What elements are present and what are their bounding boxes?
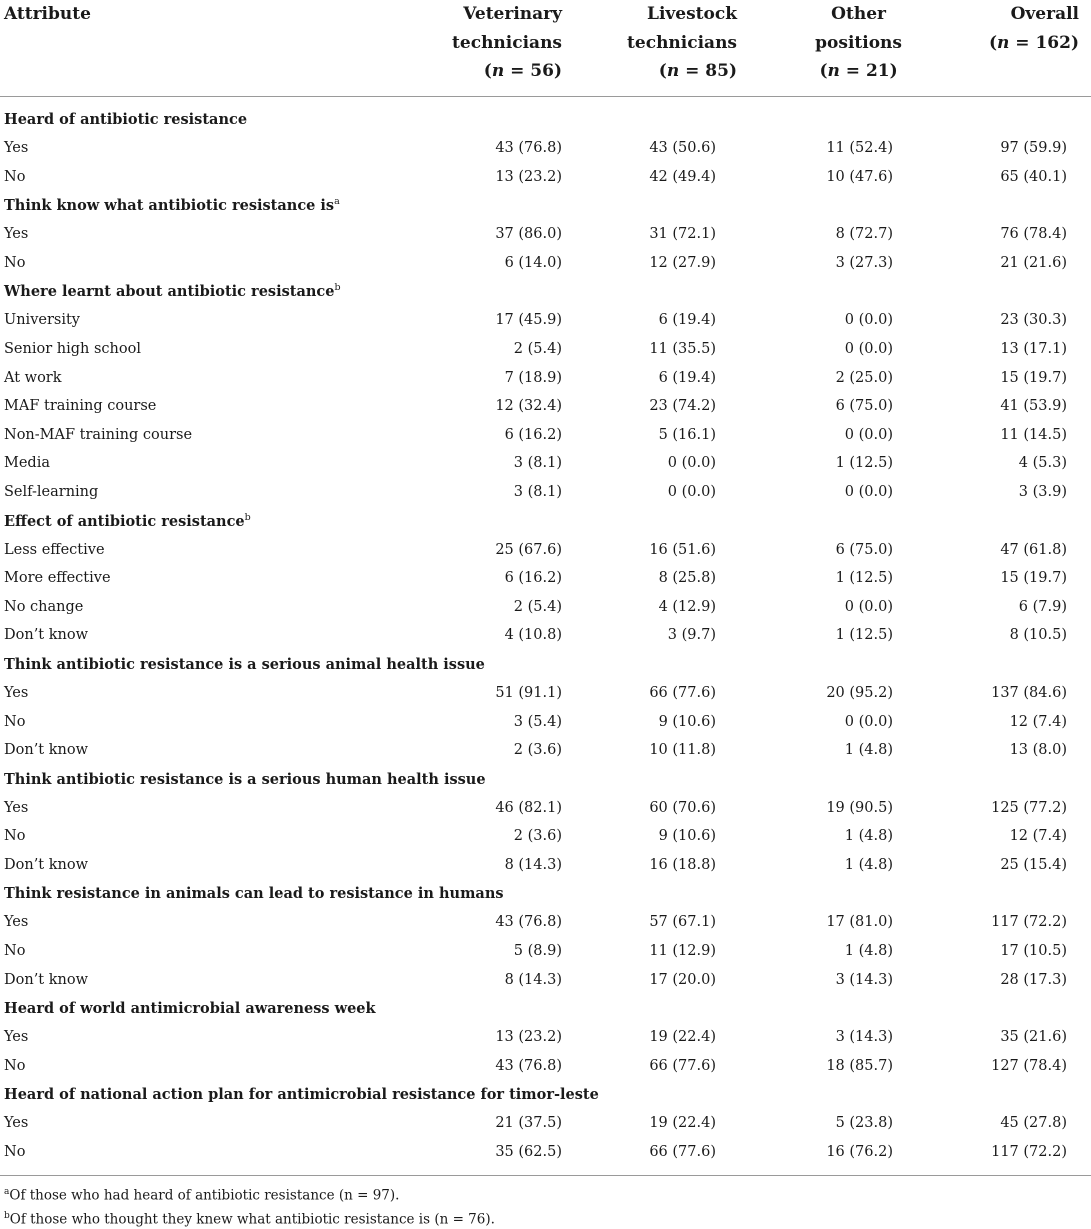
cell-other: 3 (14.3) [836, 966, 893, 995]
row-label: No [4, 708, 25, 737]
section-title-text: Think resistance in animals can lead to resistance in humans [4, 885, 504, 902]
row-label: Senior high school [4, 335, 141, 364]
cell-livestock: 9 (10.6) [659, 708, 716, 737]
cell-livestock: 9 (10.6) [659, 822, 716, 851]
row-label: Non-MAF training course [4, 421, 192, 450]
row-label: Don’t know [4, 736, 88, 765]
cell-veterinary: 8 (14.3) [505, 966, 562, 995]
cell-livestock: 6 (19.4) [659, 306, 716, 335]
cell-livestock: 4 (12.9) [659, 593, 716, 622]
cell-livestock: 17 (20.0) [649, 966, 716, 995]
table-body [0, 105, 1091, 1167]
row-label: Less effective [4, 536, 105, 565]
table-row [0, 708, 1091, 737]
cell-livestock: 19 (22.4) [649, 1109, 716, 1138]
row-label: At work [4, 364, 62, 393]
cell-other: 3 (14.3) [836, 1023, 893, 1052]
cell-overall: 35 (21.6) [1000, 1023, 1067, 1052]
header-n-symbol: n [667, 61, 679, 81]
table-bottom-rule [0, 1175, 1091, 1176]
section-title-text: Effect of antibiotic resistance [4, 513, 245, 530]
cell-overall: 3 (3.9) [1019, 478, 1067, 507]
table-row [0, 163, 1091, 192]
table-row [0, 421, 1091, 450]
row-label: No [4, 249, 25, 278]
cell-veterinary: 37 (86.0) [495, 220, 562, 249]
section-title-text: Heard of world antimicrobial awareness week [4, 1000, 376, 1017]
cell-other: 0 (0.0) [845, 708, 893, 737]
section-title-text: Think antibiotic resistance is a serious human health issue [4, 771, 486, 788]
cell-veterinary: 2 (3.6) [514, 736, 562, 765]
table-row [0, 966, 1091, 995]
cell-veterinary: 46 (82.1) [495, 794, 562, 823]
table-row [0, 908, 1091, 937]
header-attribute-label: Attribute [4, 0, 91, 29]
header-col-n: (n = 162) [989, 29, 1079, 58]
row-label: Yes [4, 1023, 28, 1052]
cell-overall: 45 (27.8) [1000, 1109, 1067, 1138]
section-title [0, 507, 1091, 536]
header-n-value: = 162 [1009, 33, 1071, 53]
cell-overall: 17 (10.5) [1000, 937, 1067, 966]
cell-livestock: 57 (67.1) [649, 908, 716, 937]
cell-veterinary: 3 (8.1) [514, 478, 562, 507]
header-col-line2: technicians [452, 29, 562, 58]
row-label: Yes [4, 908, 28, 937]
header-n-value: = 21 [840, 61, 890, 81]
header-col-line1: Other [815, 0, 902, 29]
cell-livestock: 23 (74.2) [649, 392, 716, 421]
cell-other: 5 (23.8) [836, 1109, 893, 1138]
footnote-b [4, 1206, 495, 1229]
table-row [0, 249, 1091, 278]
cell-other: 19 (90.5) [826, 794, 893, 823]
footnote-marker: b [334, 283, 340, 294]
cell-overall: 117 (72.2) [991, 908, 1067, 937]
cell-livestock: 60 (70.6) [649, 794, 716, 823]
row-label: No [4, 822, 25, 851]
table-row [0, 851, 1091, 880]
table-row [0, 1023, 1091, 1052]
cell-veterinary: 6 (14.0) [505, 249, 562, 278]
cell-other: 0 (0.0) [845, 421, 893, 450]
footnote-mark: a [4, 1187, 9, 1197]
cell-overall: 125 (77.2) [991, 794, 1067, 823]
cell-veterinary: 13 (23.2) [495, 1023, 562, 1052]
section-title-text: Think know what antibiotic resistance is [4, 197, 334, 214]
section-title-text: Where learnt about antibiotic resistance [4, 283, 334, 300]
cell-other: 20 (95.2) [826, 679, 893, 708]
row-label: Don’t know [4, 966, 88, 995]
cell-other: 0 (0.0) [845, 593, 893, 622]
cell-other: 17 (81.0) [826, 908, 893, 937]
header-col-line2: technicians [627, 29, 737, 58]
cell-other: 1 (12.5) [836, 564, 893, 593]
cell-other: 2 (25.0) [836, 364, 893, 393]
cell-veterinary: 7 (18.9) [505, 364, 562, 393]
cell-livestock: 8 (25.8) [659, 564, 716, 593]
table-row [0, 822, 1091, 851]
row-label: Yes [4, 794, 28, 823]
cell-overall: 15 (19.7) [1000, 564, 1067, 593]
cell-other: 3 (27.3) [836, 249, 893, 278]
footnote-a [4, 1182, 495, 1206]
cell-other: 1 (4.8) [845, 736, 893, 765]
cell-overall: 8 (10.5) [1010, 621, 1067, 650]
cell-overall: 47 (61.8) [1000, 536, 1067, 565]
footnote-marker: a [334, 196, 340, 207]
cell-veterinary: 35 (62.5) [495, 1138, 562, 1167]
cell-livestock: 0 (0.0) [668, 478, 716, 507]
cell-veterinary: 2 (3.6) [514, 822, 562, 851]
cell-livestock: 0 (0.0) [668, 449, 716, 478]
cell-livestock: 12 (27.9) [649, 249, 716, 278]
row-label: Yes [4, 134, 28, 163]
row-label: No [4, 163, 25, 192]
section-title [0, 650, 1091, 679]
header-other-positions [815, 0, 902, 86]
cell-veterinary: 43 (76.8) [495, 1052, 562, 1081]
cell-veterinary: 3 (8.1) [514, 449, 562, 478]
cell-overall: 11 (14.5) [1000, 421, 1067, 450]
cell-livestock: 42 (49.4) [649, 163, 716, 192]
section-title-text: Heard of antibiotic resistance [4, 111, 247, 128]
cell-livestock: 10 (11.8) [649, 736, 716, 765]
cell-overall: 25 (15.4) [1000, 851, 1067, 880]
row-label: Self-learning [4, 478, 98, 507]
cell-other: 11 (52.4) [826, 134, 893, 163]
cell-livestock: 5 (16.1) [659, 421, 716, 450]
cell-other: 16 (76.2) [826, 1138, 893, 1167]
row-label: Yes [4, 679, 28, 708]
cell-overall: 28 (17.3) [1000, 966, 1067, 995]
table-row [0, 134, 1091, 163]
cell-overall: 13 (17.1) [1000, 335, 1067, 364]
cell-other: 8 (72.7) [836, 220, 893, 249]
header-n-value: = 85 [679, 61, 729, 81]
cell-other: 0 (0.0) [845, 306, 893, 335]
cell-overall: 41 (53.9) [1000, 392, 1067, 421]
cell-veterinary: 8 (14.3) [505, 851, 562, 880]
cell-veterinary: 43 (76.8) [495, 134, 562, 163]
table-row [0, 593, 1091, 622]
cell-veterinary: 17 (45.9) [495, 306, 562, 335]
table-row [0, 392, 1091, 421]
header-col-line1: Veterinary [452, 0, 562, 29]
table-row [0, 679, 1091, 708]
row-label: Don’t know [4, 621, 88, 650]
section-title [0, 1080, 1091, 1109]
cell-overall: 15 (19.7) [1000, 364, 1067, 393]
cell-veterinary: 4 (10.8) [505, 621, 562, 650]
cell-other: 0 (0.0) [845, 335, 893, 364]
cell-veterinary: 51 (91.1) [495, 679, 562, 708]
cell-other: 0 (0.0) [845, 478, 893, 507]
footnotes [4, 1182, 495, 1229]
section-title [0, 191, 1091, 220]
table-row [0, 564, 1091, 593]
table-row [0, 1138, 1091, 1167]
cell-livestock: 11 (35.5) [649, 335, 716, 364]
header-col-n: (n = 56) [452, 57, 562, 86]
cell-livestock: 66 (77.6) [649, 1052, 716, 1081]
table-row [0, 1109, 1091, 1138]
cell-overall: 21 (21.6) [1000, 249, 1067, 278]
section-title [0, 879, 1091, 908]
cell-overall: 127 (78.4) [991, 1052, 1067, 1081]
table-row [0, 220, 1091, 249]
cell-veterinary: 25 (67.6) [495, 536, 562, 565]
table-row [0, 364, 1091, 393]
table-row [0, 335, 1091, 364]
cell-livestock: 3 (9.7) [668, 621, 716, 650]
header-veterinary-technicians [452, 0, 562, 86]
header-livestock-technicians [627, 0, 737, 86]
header-n-symbol: n [997, 33, 1009, 53]
cell-other: 10 (47.6) [826, 163, 893, 192]
cell-veterinary: 12 (32.4) [495, 392, 562, 421]
cell-other: 1 (12.5) [836, 449, 893, 478]
table-header [0, 0, 1091, 97]
table-row [0, 621, 1091, 650]
cell-veterinary: 13 (23.2) [495, 163, 562, 192]
section-title [0, 105, 1091, 134]
cell-veterinary: 2 (5.4) [514, 593, 562, 622]
cell-overall: 13 (8.0) [1010, 736, 1067, 765]
header-col-n: (n = 85) [627, 57, 737, 86]
cell-other: 18 (85.7) [826, 1052, 893, 1081]
table-row [0, 794, 1091, 823]
cell-overall: 117 (72.2) [991, 1138, 1067, 1167]
section-title [0, 277, 1091, 306]
row-label: No [4, 1138, 25, 1167]
cell-other: 1 (4.8) [845, 937, 893, 966]
cell-veterinary: 6 (16.2) [505, 564, 562, 593]
footnote-text: Of those who had heard of antibiotic resistance (n = 97). [9, 1188, 399, 1204]
cell-livestock: 6 (19.4) [659, 364, 716, 393]
footnote-text: Of those who thought they knew what antibiotic resistance is (n = 76). [10, 1211, 495, 1227]
row-label: No change [4, 593, 83, 622]
section-title-text: Think antibiotic resistance is a serious animal health issue [4, 656, 485, 673]
section-title [0, 765, 1091, 794]
cell-veterinary: 5 (8.9) [514, 937, 562, 966]
table-row [0, 536, 1091, 565]
cell-other: 6 (75.0) [836, 392, 893, 421]
row-label: Yes [4, 220, 28, 249]
cell-livestock: 16 (18.8) [649, 851, 716, 880]
header-col-n: (n = 21) [815, 57, 902, 86]
row-label: Media [4, 449, 50, 478]
cell-livestock: 66 (77.6) [649, 1138, 716, 1167]
results-table [0, 0, 1091, 97]
cell-overall: 137 (84.6) [991, 679, 1067, 708]
header-n-symbol: n [828, 61, 840, 81]
header-col-line1: Overall [989, 0, 1079, 29]
cell-veterinary: 2 (5.4) [514, 335, 562, 364]
table-row [0, 478, 1091, 507]
row-label: No [4, 1052, 25, 1081]
cell-veterinary: 6 (16.2) [505, 421, 562, 450]
row-label: Don’t know [4, 851, 88, 880]
cell-overall: 6 (7.9) [1019, 593, 1067, 622]
cell-other: 6 (75.0) [836, 536, 893, 565]
header-overall [989, 0, 1079, 57]
cell-livestock: 31 (72.1) [649, 220, 716, 249]
row-label: MAF training course [4, 392, 156, 421]
cell-livestock: 66 (77.6) [649, 679, 716, 708]
cell-livestock: 11 (12.9) [649, 937, 716, 966]
cell-overall: 76 (78.4) [1000, 220, 1067, 249]
header-n-symbol: n [492, 61, 504, 81]
cell-livestock: 19 (22.4) [649, 1023, 716, 1052]
table-row [0, 736, 1091, 765]
header-col-line1: Livestock [627, 0, 737, 29]
header-attribute [4, 0, 91, 29]
cell-livestock: 16 (51.6) [649, 536, 716, 565]
header-col-line2: positions [815, 29, 902, 58]
section-title-text: Heard of national action plan for antimicrobial resistance for timor-leste [4, 1086, 599, 1103]
cell-overall: 65 (40.1) [1000, 163, 1067, 192]
cell-overall: 97 (59.9) [1000, 134, 1067, 163]
cell-other: 1 (12.5) [836, 621, 893, 650]
table-row [0, 937, 1091, 966]
header-n-value: = 56 [504, 61, 554, 81]
cell-overall: 4 (5.3) [1019, 449, 1067, 478]
cell-veterinary: 43 (76.8) [495, 908, 562, 937]
table-row [0, 449, 1091, 478]
row-label: More effective [4, 564, 111, 593]
cell-other: 1 (4.8) [845, 822, 893, 851]
section-title [0, 994, 1091, 1023]
table-row [0, 306, 1091, 335]
cell-overall: 23 (30.3) [1000, 306, 1067, 335]
table-row [0, 1052, 1091, 1081]
cell-veterinary: 21 (37.5) [495, 1109, 562, 1138]
row-label: No [4, 937, 25, 966]
row-label: Yes [4, 1109, 28, 1138]
cell-overall: 12 (7.4) [1010, 708, 1067, 737]
cell-veterinary: 3 (5.4) [514, 708, 562, 737]
cell-other: 1 (4.8) [845, 851, 893, 880]
cell-overall: 12 (7.4) [1010, 822, 1067, 851]
footnote-marker: b [245, 512, 251, 523]
cell-livestock: 43 (50.6) [649, 134, 716, 163]
row-label: University [4, 306, 80, 335]
footnote-mark: b [4, 1211, 10, 1221]
